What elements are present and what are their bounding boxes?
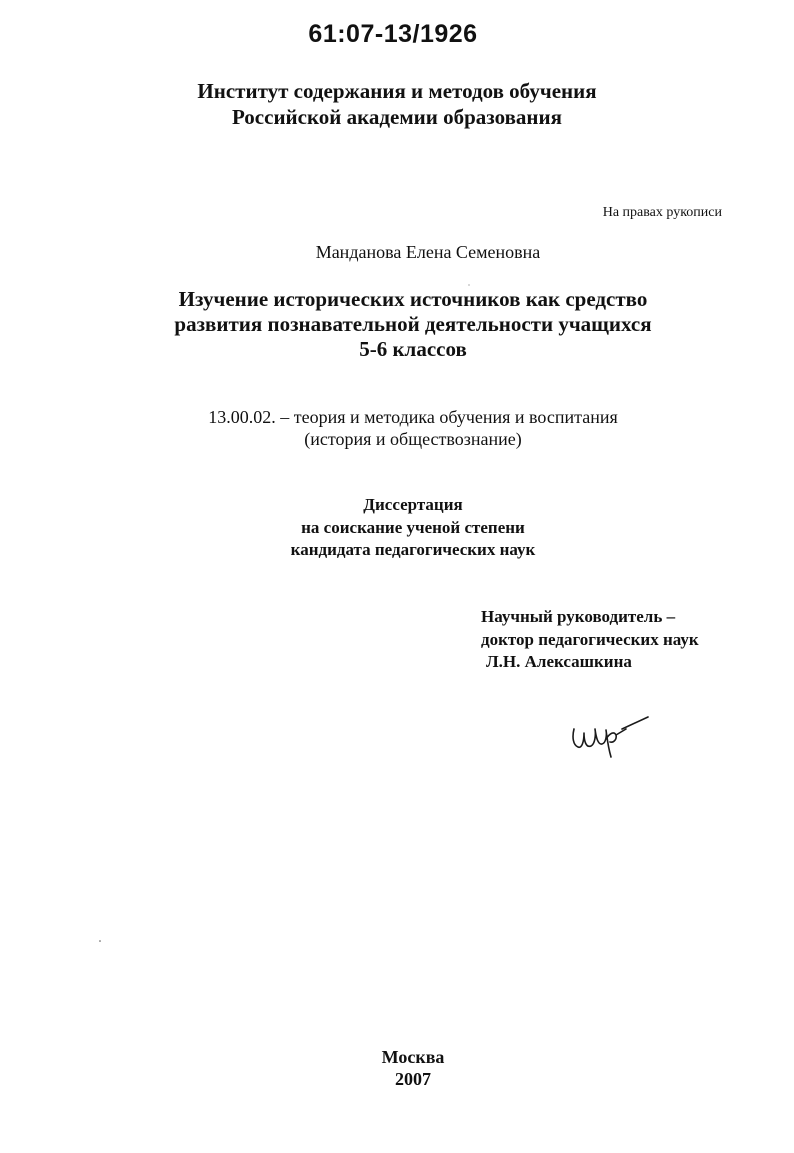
author-name: Манданова Елена Семеновна bbox=[315, 242, 541, 262]
title-line-2: развития познавательной деятельности учащихся bbox=[174, 312, 652, 336]
city: Москва bbox=[381, 1047, 445, 1067]
title-line-3: 5-6 классов bbox=[359, 337, 467, 361]
specialty-line-1: 13.00.02. – теория и методика обучения и воспитания bbox=[208, 407, 618, 427]
specialty-line-2: (история и обществознание) bbox=[304, 429, 522, 449]
handwritten-signature bbox=[566, 715, 652, 765]
supervisor-degree: доктор педагогических наук bbox=[481, 630, 699, 649]
year: 2007 bbox=[395, 1069, 431, 1089]
dissertation-heading: Диссертация bbox=[363, 495, 463, 514]
dissertation-line-3: кандидата педагогических наук bbox=[290, 540, 536, 559]
supervisor-name: Л.Н. Алексашкина bbox=[486, 652, 632, 671]
supervisor-label: Научный руководитель – bbox=[481, 607, 676, 626]
catalog-number-text: 61:07-13/1926 bbox=[308, 20, 478, 48]
rights-notice: На правах рукописи bbox=[602, 205, 722, 220]
title-line-1: Изучение исторических источников как средство bbox=[178, 287, 648, 311]
institution-line-1: Институт содержания и методов обучения bbox=[197, 79, 597, 103]
institution-line-2: Российской академии образования bbox=[232, 105, 562, 129]
catalog-number bbox=[0, 20, 794, 49]
dissertation-line-2: на соискание ученой степени bbox=[301, 518, 525, 537]
